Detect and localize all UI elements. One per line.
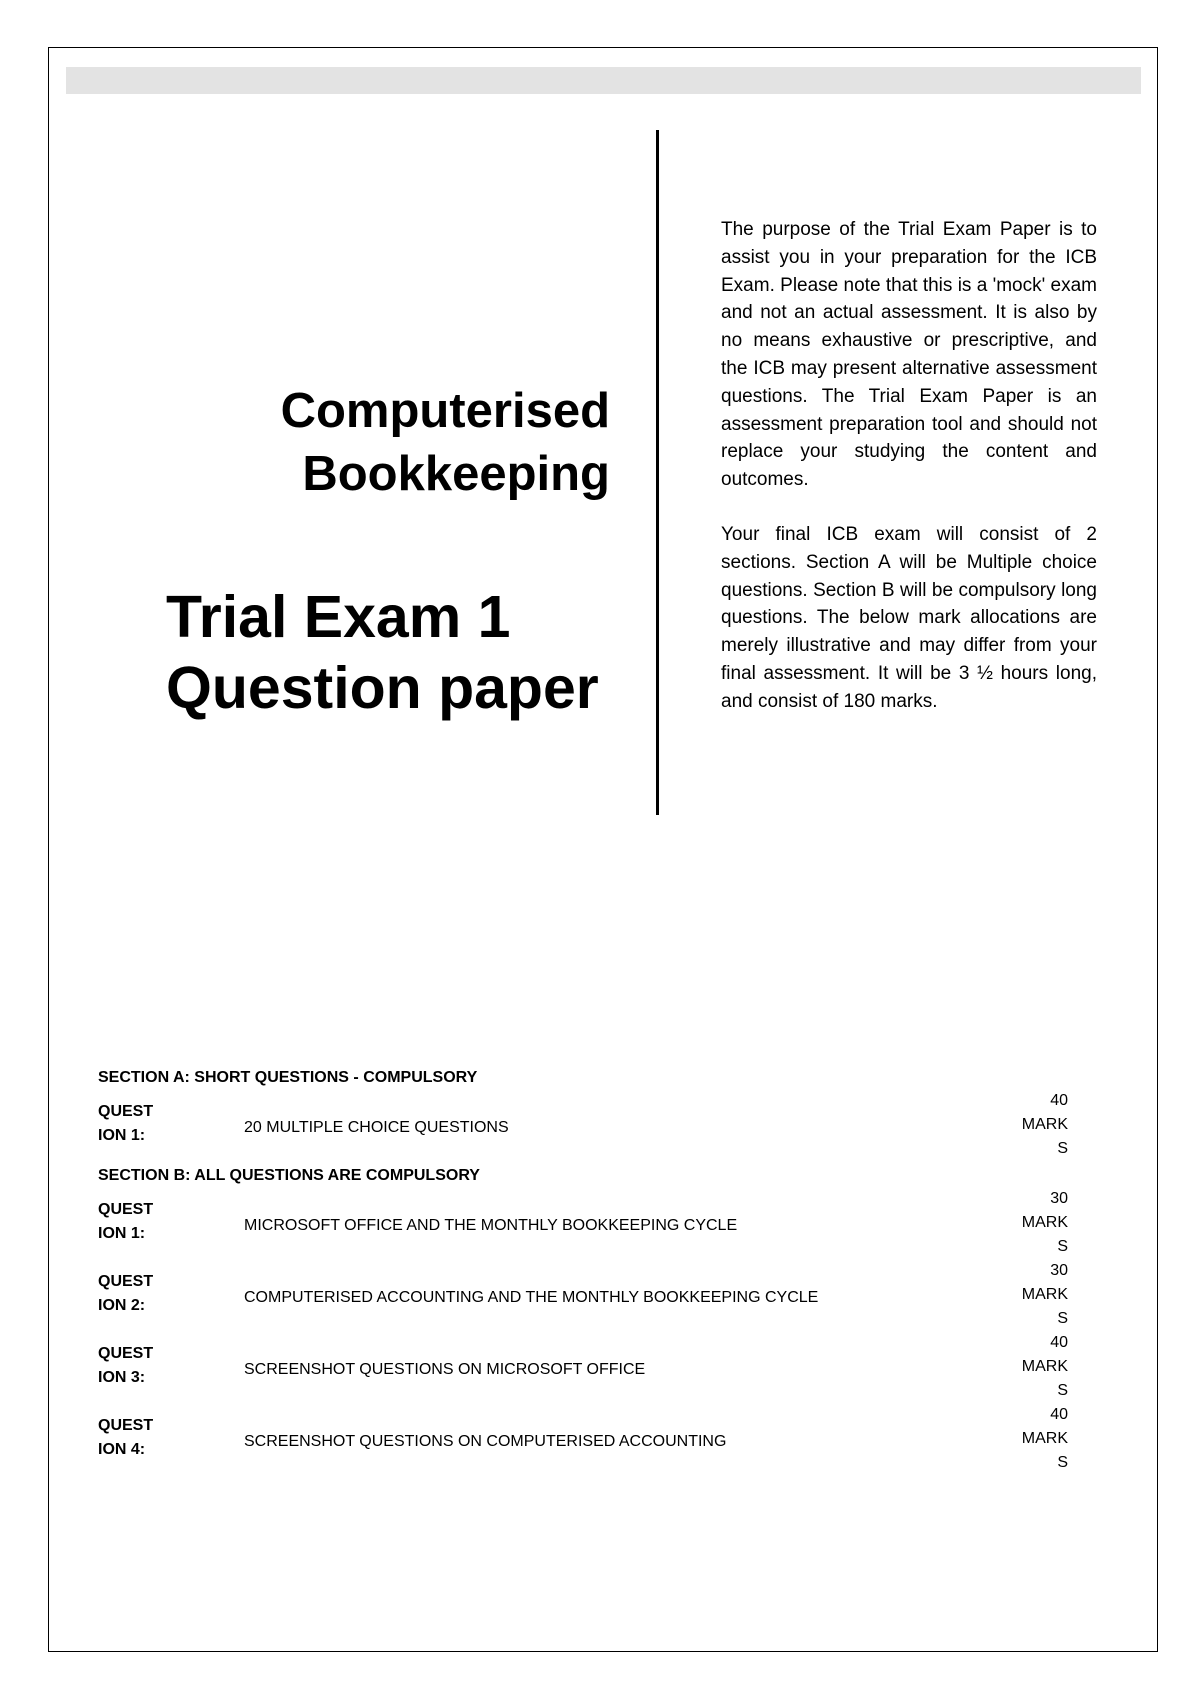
question-label <box>98 1342 188 1390</box>
question-label-line-1: QUEST <box>98 1201 154 1218</box>
question-description: MICROSOFT OFFICE AND THE MONTHLY BOOKKEEPING CYCLE <box>244 1217 738 1234</box>
subtitle-line-2: Question paper <box>166 655 599 721</box>
marks-value: 30 <box>1050 1262 1068 1279</box>
question-label-line-1: QUEST <box>98 1273 154 1290</box>
document-title <box>281 380 610 506</box>
title-line-1: Computerised <box>280 384 610 438</box>
marks-unit-line-1: MARK <box>1021 1214 1068 1231</box>
exam-sections <box>98 1068 1068 1478</box>
document-subtitle <box>166 582 599 724</box>
question-label <box>98 1198 188 1246</box>
title-line-2: Bookkeeping <box>302 447 610 501</box>
marks-value: 40 <box>1050 1334 1068 1351</box>
section-b-heading: SECTION B: ALL QUESTIONS ARE COMPULSORY <box>98 1167 480 1184</box>
marks-unit-line-2: S <box>1057 1310 1068 1327</box>
question-description: SCREENSHOT QUESTIONS ON MICROSOFT OFFICE <box>244 1361 646 1378</box>
question-marks <box>998 1259 1068 1331</box>
question-marks <box>998 1187 1068 1259</box>
marks-unit-line-1: MARK <box>1021 1116 1068 1133</box>
intro-text <box>721 216 1097 743</box>
question-row <box>98 1092 1068 1164</box>
subtitle-line-1: Trial Exam 1 <box>166 584 511 650</box>
question-label-line-2: ION 2: <box>98 1297 146 1314</box>
question-label-line-2: ION 1: <box>98 1225 146 1242</box>
marks-unit-line-2: S <box>1057 1238 1068 1255</box>
question-description: COMPUTERISED ACCOUNTING AND THE MONTHLY BOOKKEEPING CYCLE <box>244 1289 819 1306</box>
question-label-line-1: QUEST <box>98 1103 154 1120</box>
question-label-line-2: ION 4: <box>98 1441 146 1458</box>
question-label-line-2: ION 3: <box>98 1369 146 1386</box>
vertical-divider <box>656 130 659 815</box>
marks-value: 30 <box>1050 1190 1068 1207</box>
question-label <box>98 1414 188 1462</box>
question-row <box>98 1190 1068 1262</box>
intro-paragraph-1: The purpose of the Trial Exam Paper is to assist you in your preparation for the ICB Exam. Please note that this is a 'mock' exam and not an actual assessment. It is also by no means exhaustive or prescriptive, and the ICB may present alternative assessment questions. The Trial Exam Paper is an assessment preparation tool and should not replace your studying the content and outcomes. <box>721 219 1097 491</box>
marks-unit-line-2: S <box>1057 1382 1068 1399</box>
question-label <box>98 1100 188 1148</box>
marks-value: 40 <box>1050 1092 1068 1109</box>
marks-unit-line-2: S <box>1057 1140 1068 1157</box>
header-band <box>66 67 1141 94</box>
question-marks <box>998 1403 1068 1475</box>
question-marks <box>998 1331 1068 1403</box>
question-description: 20 MULTIPLE CHOICE QUESTIONS <box>244 1119 509 1136</box>
question-label-line-1: QUEST <box>98 1417 154 1434</box>
question-row <box>98 1334 1068 1406</box>
marks-value: 40 <box>1050 1406 1068 1423</box>
marks-unit-line-1: MARK <box>1021 1286 1068 1303</box>
section-a-heading: SECTION A: SHORT QUESTIONS - COMPULSORY <box>98 1069 478 1086</box>
question-row <box>98 1406 1068 1478</box>
marks-unit-line-2: S <box>1057 1454 1068 1471</box>
question-label <box>98 1270 188 1318</box>
question-label-line-1: QUEST <box>98 1345 154 1362</box>
question-label-line-2: ION 1: <box>98 1127 146 1144</box>
question-row <box>98 1262 1068 1334</box>
intro-paragraph-2: Your final ICB exam will consist of 2 sections. Section A will be Multiple choice questions. Section B will be compulsory long questions. The below mark allocations are merely illustrative and may differ from your final assessment. It will be 3 ½ hours long, and consist of 180 marks. <box>721 523 1097 712</box>
question-description: SCREENSHOT QUESTIONS ON COMPUTERISED ACCOUNTING <box>244 1433 727 1450</box>
marks-unit-line-1: MARK <box>1021 1430 1068 1447</box>
marks-unit-line-1: MARK <box>1021 1358 1068 1375</box>
question-marks <box>998 1089 1068 1161</box>
